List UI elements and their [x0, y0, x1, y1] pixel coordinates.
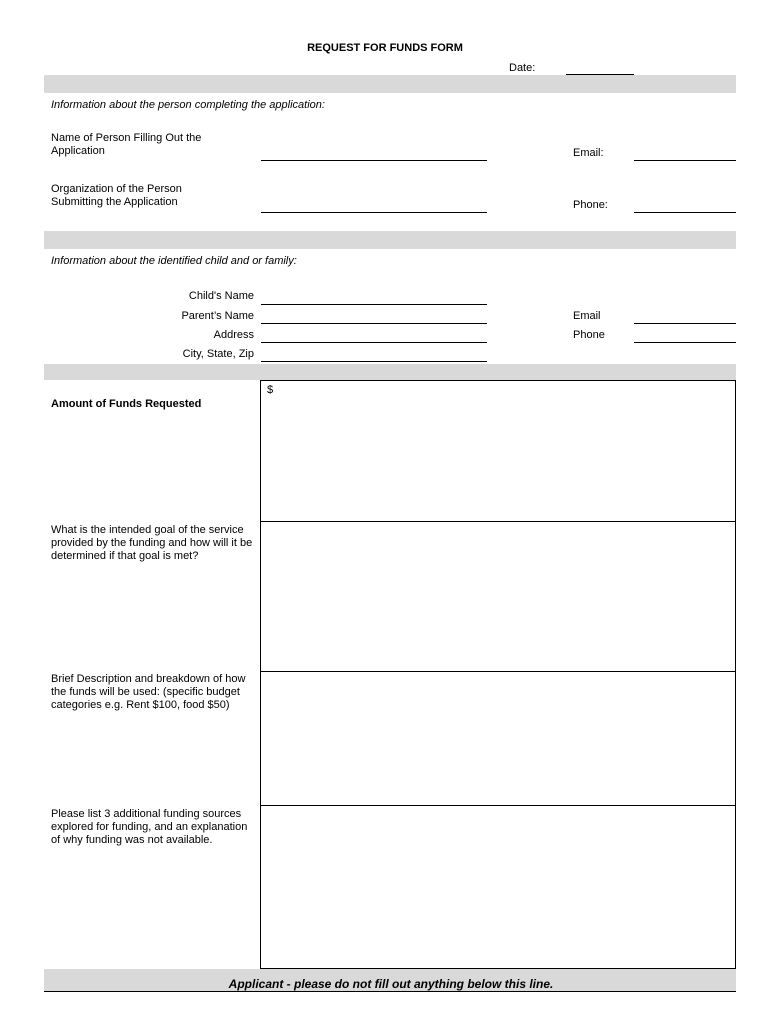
description-label: Brief Description and breakdown of how the funds will be used: (specific budget categories e.g. Rent $100, food $50)	[51, 673, 246, 711]
city-state-zip-label: City, State, Zip	[182, 348, 254, 360]
amount-label: Amount of Funds Requested	[51, 398, 202, 410]
organization-field[interactable]	[261, 212, 487, 213]
applicant-phone-field[interactable]	[634, 212, 736, 213]
address-field[interactable]	[261, 342, 487, 343]
description-field[interactable]	[260, 671, 736, 806]
child-name-field[interactable]	[261, 304, 487, 305]
family-email-label: Email	[573, 310, 601, 322]
date-label: Date:	[509, 62, 536, 74]
footer-note: Applicant - please do not fill out anything below this line.	[228, 977, 554, 991]
section-divider-2	[44, 231, 736, 249]
goal-field[interactable]	[260, 521, 736, 672]
dollar-prefix: $	[267, 384, 274, 396]
section-divider-1	[44, 75, 736, 93]
family-email-field[interactable]	[634, 323, 736, 324]
applicant-phone-label: Phone:	[573, 199, 608, 211]
section-divider-3	[44, 364, 736, 380]
organization-label: Organization of the Person Submitting the Application	[51, 183, 182, 208]
applicant-email-label: Email:	[573, 147, 604, 159]
applicant-name-field[interactable]	[261, 160, 487, 161]
section2-heading: Information about the identified child and or family:	[51, 255, 297, 267]
family-phone-label: Phone	[573, 329, 605, 341]
parent-name-field[interactable]	[261, 323, 487, 324]
goal-label: What is the intended goal of the service provided by the funding and how will it be determined if that goal is met?	[51, 524, 253, 562]
funding-sources-field[interactable]	[260, 805, 736, 969]
address-label: Address	[213, 329, 254, 341]
amount-field[interactable]	[260, 380, 736, 522]
parent-name-label: Parent’s Name	[181, 310, 254, 322]
city-state-zip-field[interactable]	[261, 361, 487, 362]
form-title: REQUEST FOR FUNDS FORM	[307, 42, 463, 54]
funding-sources-label: Please list 3 additional funding sources explored for funding, and an explanation of why funding was not available.	[51, 808, 248, 846]
child-name-label: Child's Name	[188, 290, 254, 302]
section1-heading: Information about the person completing the application:	[51, 99, 325, 111]
family-phone-field[interactable]	[634, 342, 736, 343]
name-label: Name of Person Filling Out the Application	[51, 132, 202, 157]
applicant-email-field[interactable]	[634, 160, 736, 161]
